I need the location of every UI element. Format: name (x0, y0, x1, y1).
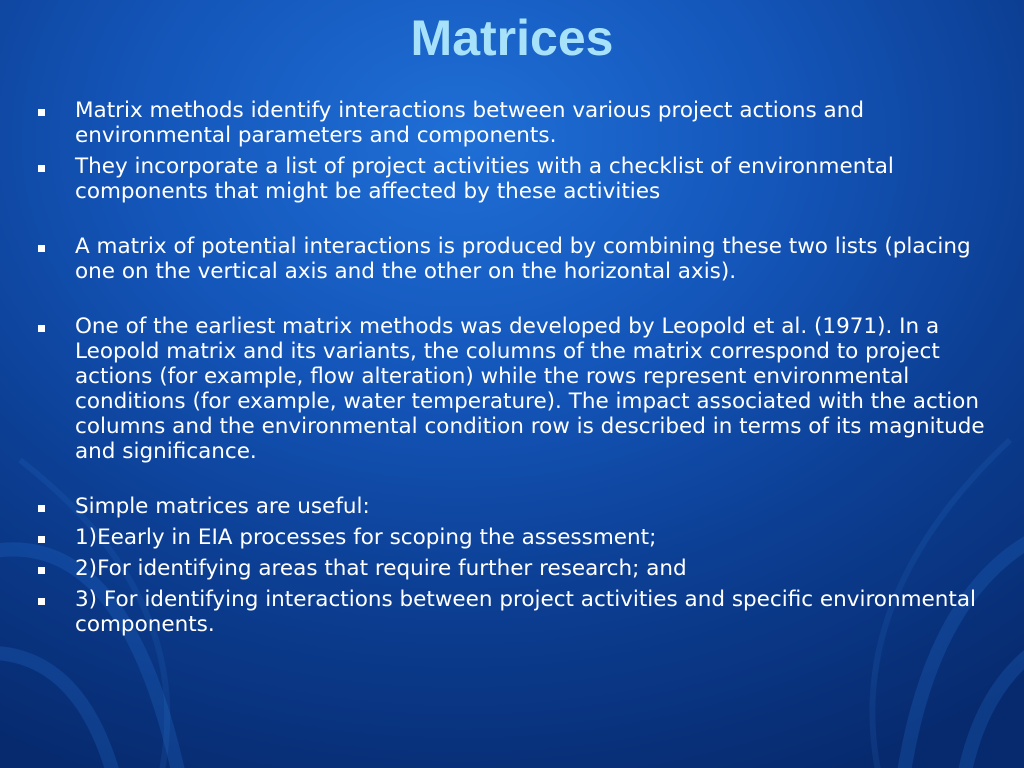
list-item (38, 154, 1008, 204)
bullet-text: Simple matrices are useful: (75, 494, 370, 519)
list-item (38, 525, 1008, 550)
bullet-text: Matrix methods identify interactions between various project actions and environmental parameters and components. (75, 98, 864, 148)
square-bullet-icon (38, 598, 45, 605)
bullet-text: A matrix of potential interactions is produced by combining these two lists (placing one on the vertical axis and the other on the horizontal axis). (75, 234, 971, 284)
list-item (38, 587, 1008, 637)
slide-title: Matrices (410, 10, 614, 66)
square-bullet-icon (38, 567, 45, 574)
bullet-text: One of the earliest matrix methods was developed by Leopold et al. (1971). In a Leopold matrix and its variants, the columns of the matrix correspond to project actions (for example, flow alteration) while the rows represent environmental conditions (for example, water temperature). The impact associated with the action columns and the environmental condition row is described in terms of its magnitude and significance. (75, 314, 985, 464)
list-item (38, 98, 1008, 148)
square-bullet-icon (38, 165, 45, 172)
list-item (38, 314, 1008, 464)
square-bullet-icon (38, 325, 45, 332)
square-bullet-icon (38, 109, 45, 116)
bullet-text: 3) For identifying interactions between project activities and specific environmental components. (75, 587, 976, 637)
square-bullet-icon (38, 505, 45, 512)
square-bullet-icon (38, 536, 45, 543)
list-item (38, 494, 1008, 519)
bullet-text: They incorporate a list of project activities with a checklist of environmental components that might be affected by these activities (75, 154, 894, 204)
list-item (38, 234, 1008, 284)
list-item (38, 556, 1008, 581)
bullet-text: 2)For identifying areas that require further research; and (75, 556, 687, 581)
bullet-list (38, 98, 1008, 643)
square-bullet-icon (38, 245, 45, 252)
bullet-text: 1)Eearly in EIA processes for scoping the assessment; (75, 525, 657, 550)
